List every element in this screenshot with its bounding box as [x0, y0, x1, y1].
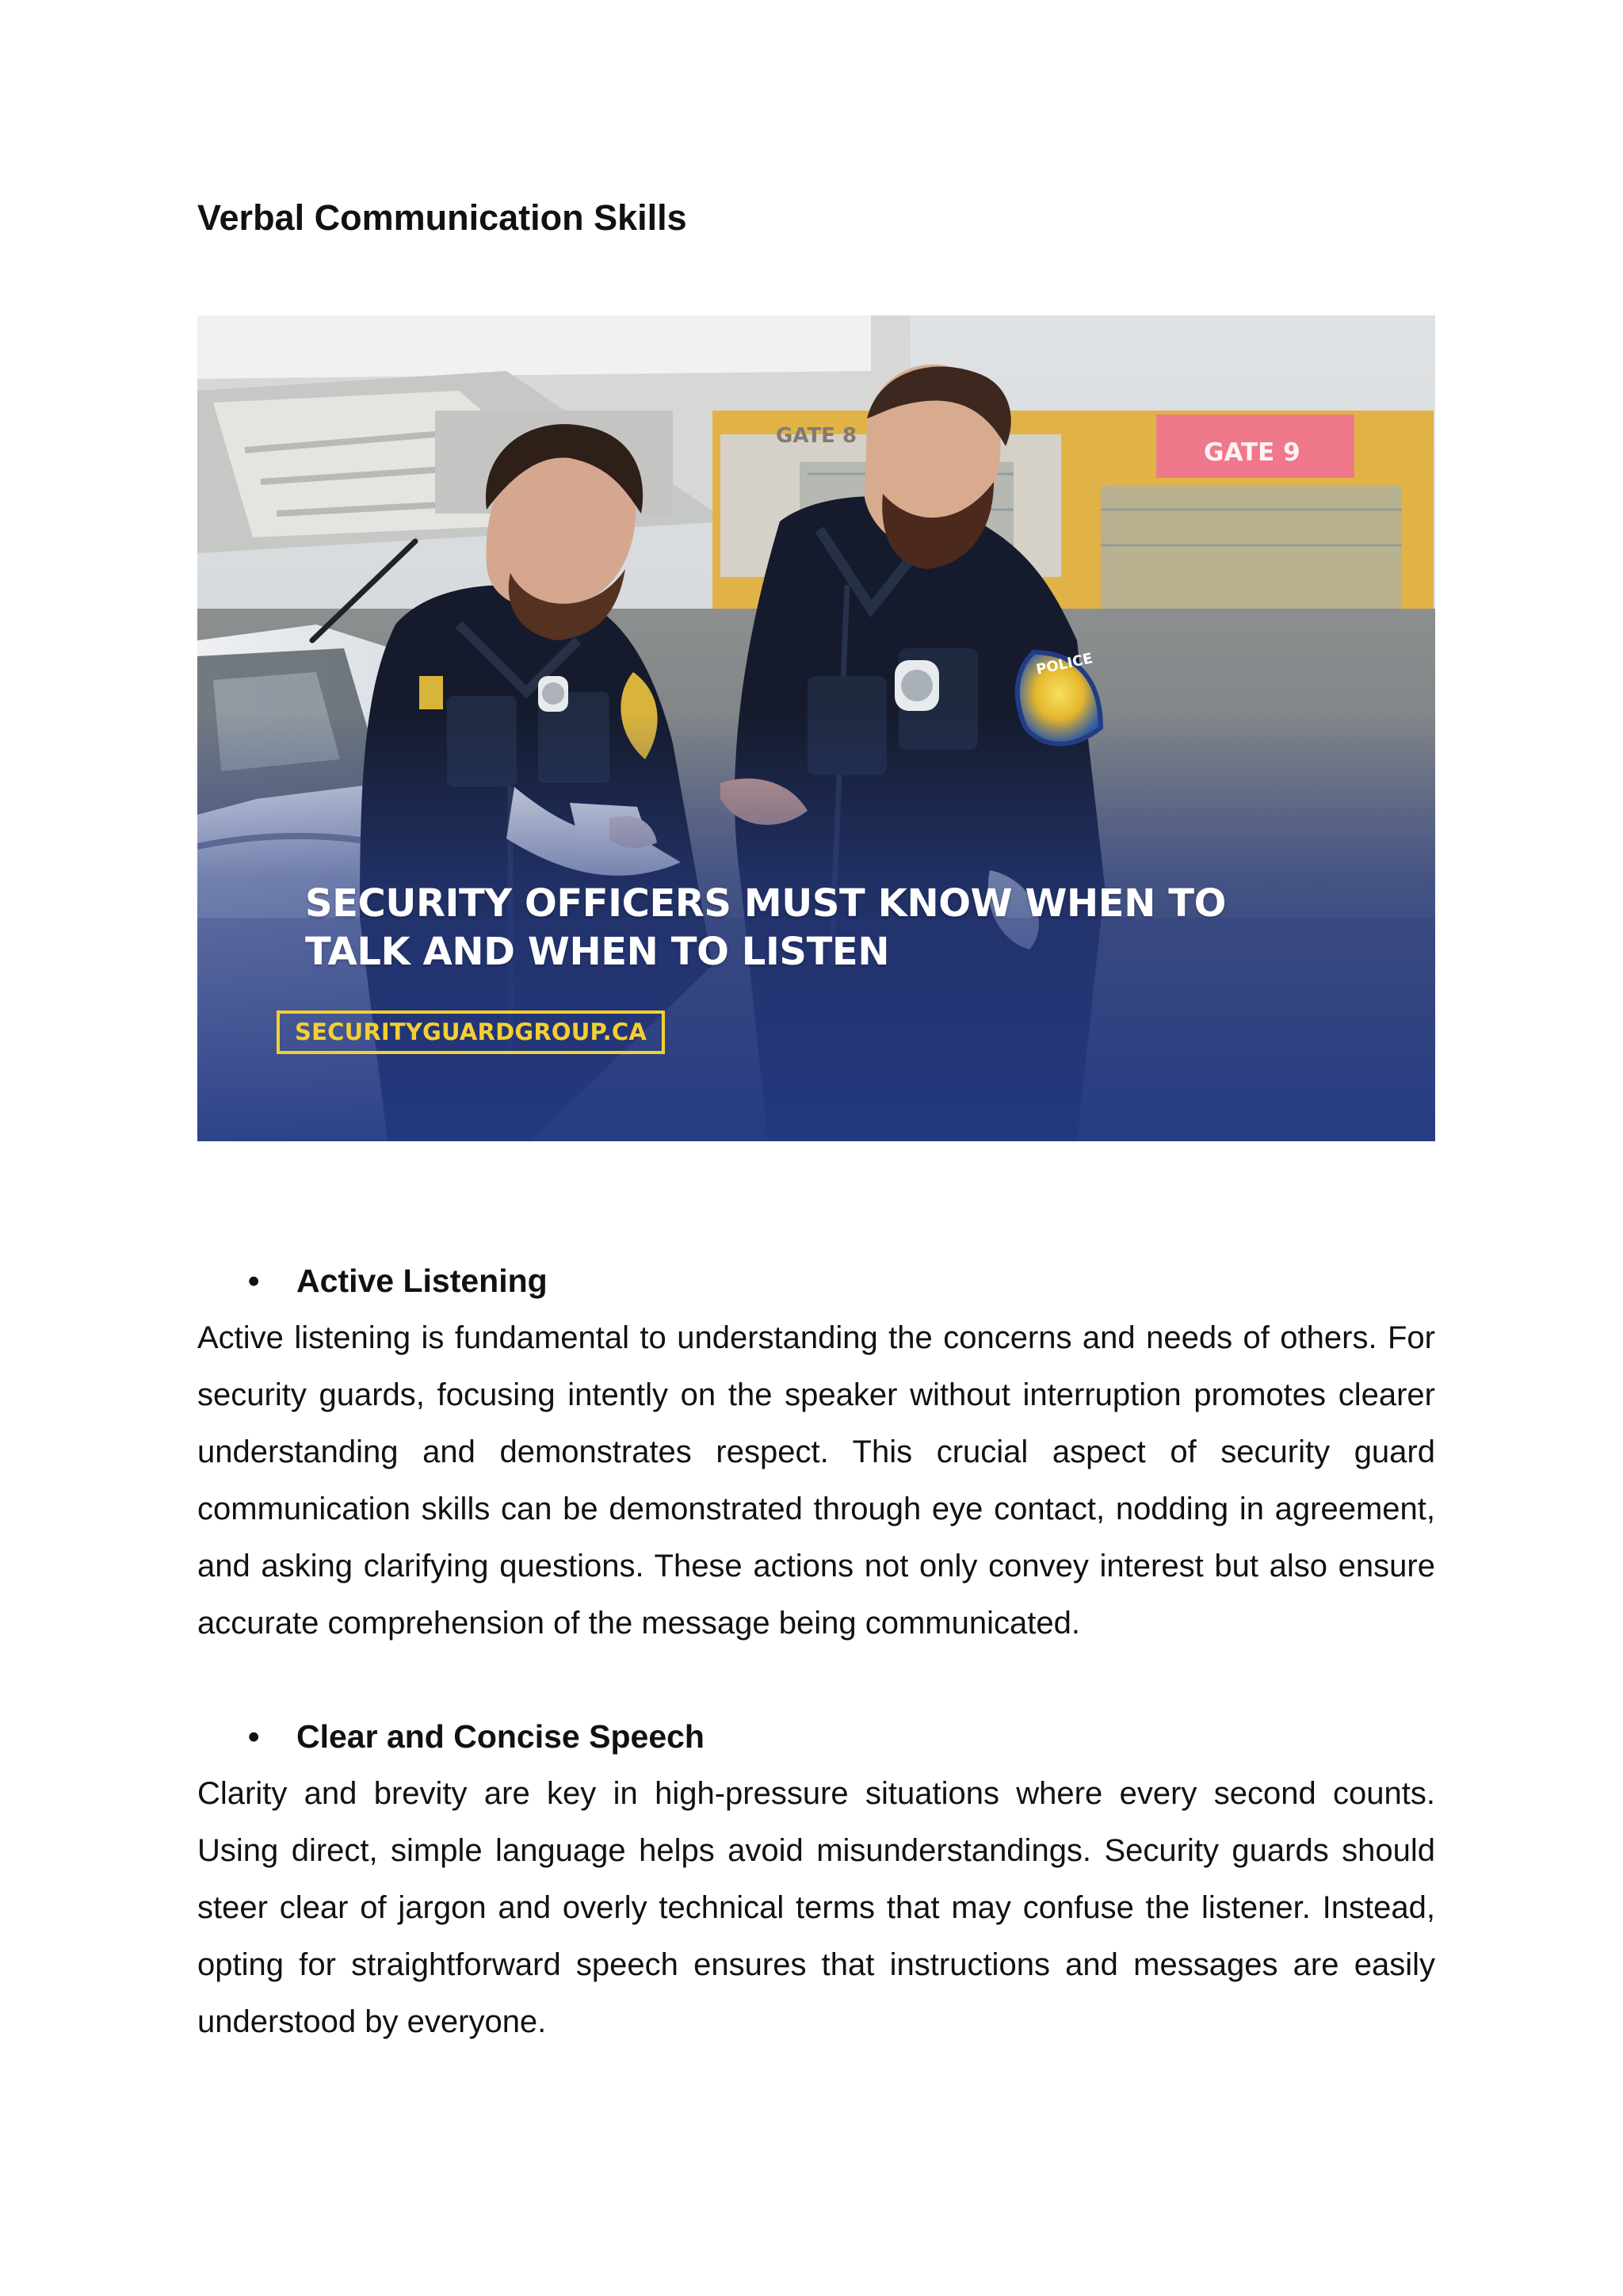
clear-concise-speech-section [197, 1708, 1435, 2050]
site-label-badge: SECURITYGUARDGROUP.CA [277, 1010, 665, 1054]
caption-line-1: SECURITY OFFICERS MUST KNOW WHEN TO [305, 881, 1227, 926]
image-caption [305, 880, 1256, 976]
section-body-text: Active listening is fundamental to understanding the concerns and needs of others. For security guards, focusing intently on the speaker without interruption promotes clearer understanding and demonstrates respect. This crucial aspect of security guard communication skills can be demonstrated through eye contact, nodding in agreement, and asking clarifying questions. These actions not only convey interest but also ensure accurate comprehension of the message being communicated. [197, 1320, 1435, 1641]
section-body-text: Clarity and brevity are key in high-pressure situations where every second counts. Using direct, simple language helps avoid misunderstandings. Security guards should steer clear of jargon and overly technical terms that may confuse the listener. Instead, opting for straightforward speech ensures that instructions and messages are easily understood by everyone. [197, 1776, 1435, 2039]
bullet-icon: • [248, 1718, 260, 1755]
clear-concise-speech-heading-row [197, 1708, 1435, 1765]
caption-line-2: TALK AND WHEN TO LISTEN [305, 930, 890, 974]
section-heading: Active Listening [296, 1263, 548, 1299]
section-heading: Clear and Concise Speech [296, 1718, 705, 1755]
active-listening-section [197, 1252, 1435, 1652]
page-title: Verbal Communication Skills [197, 197, 687, 238]
bullet-icon: • [248, 1263, 260, 1299]
security-officers-image [197, 315, 1435, 1141]
active-listening-heading-row [197, 1252, 1435, 1309]
